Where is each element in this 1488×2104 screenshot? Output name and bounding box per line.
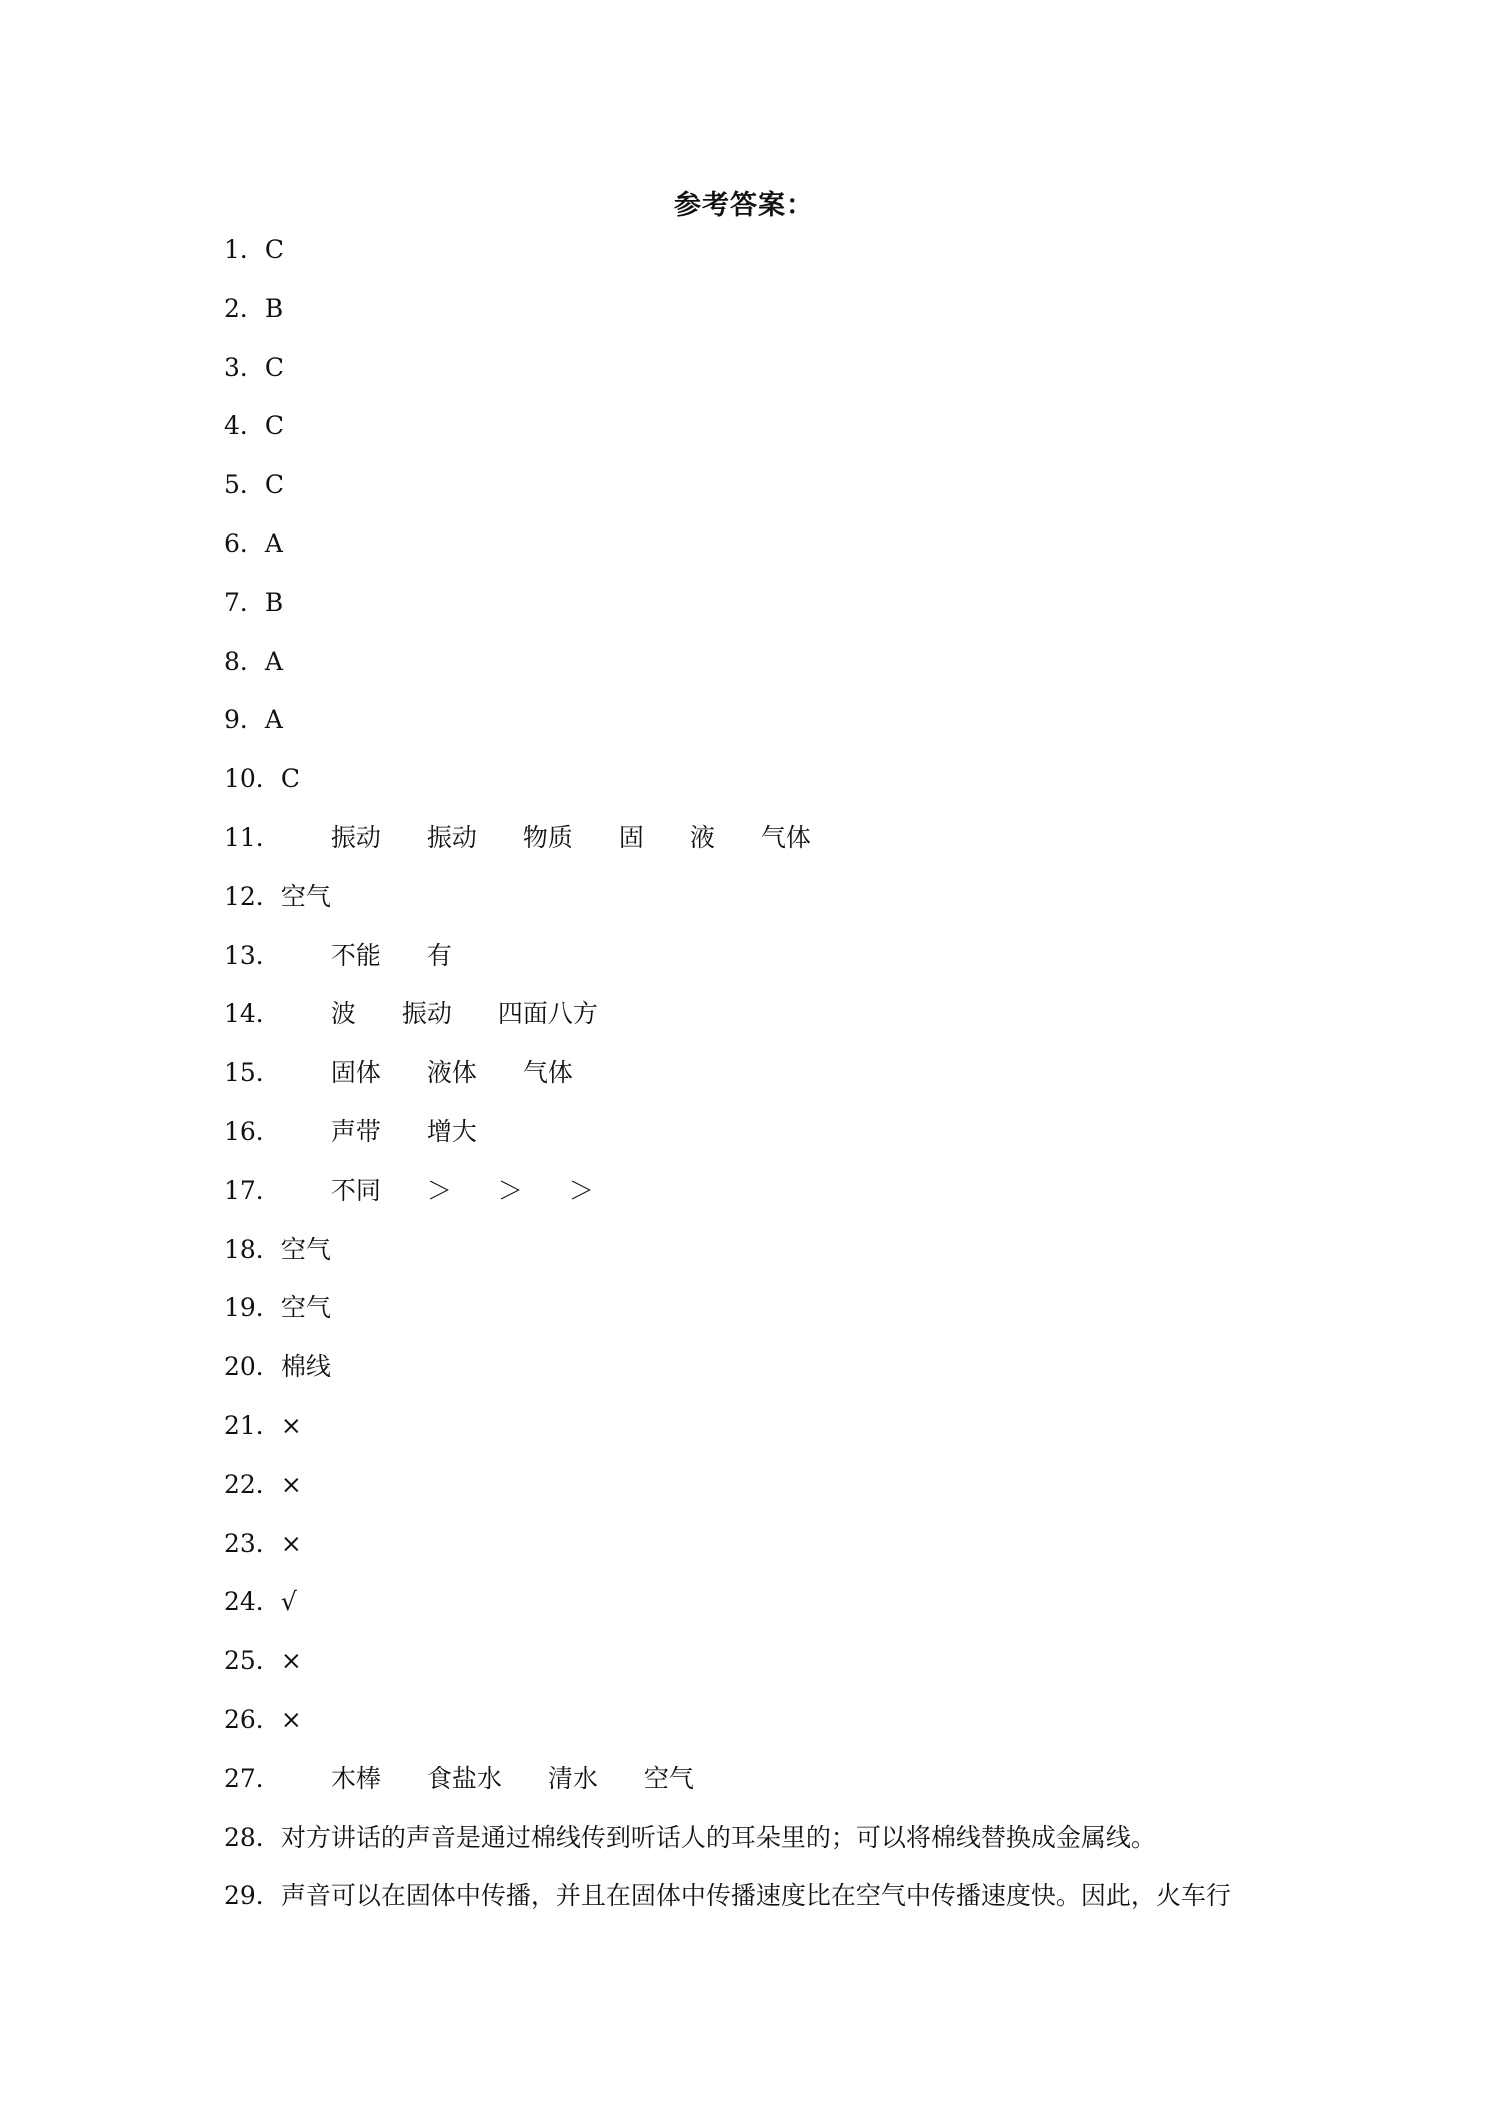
answer-number: 25．	[224, 1646, 281, 1676]
answer-line	[224, 1349, 1284, 1408]
answer-text: 棉线	[280, 1352, 331, 1382]
answer-line	[224, 585, 1284, 644]
answer-line	[224, 1232, 1284, 1291]
blank-answer: 固	[618, 822, 644, 852]
blank-answer: ＞	[568, 1175, 594, 1205]
answer-number: 17．	[224, 1175, 281, 1205]
answer-line	[224, 761, 1284, 820]
blank-answer: 清水	[547, 1763, 598, 1793]
answer-number: 3．	[224, 352, 265, 382]
answer-text: ×	[280, 1410, 302, 1440]
answer-number: 8．	[224, 646, 265, 676]
blank-answer: 固体	[330, 1058, 381, 1088]
answer-text: C	[264, 235, 285, 264]
blank-answer: 不能	[330, 940, 381, 970]
answer-number: 14．	[224, 999, 281, 1029]
answer-number: 21．	[224, 1410, 281, 1440]
answer-line	[224, 1526, 1284, 1585]
answer-number: 10．	[224, 764, 281, 794]
answer-line	[224, 879, 1284, 938]
blank-answer: 液体	[426, 1058, 477, 1088]
answer-line	[224, 820, 1284, 879]
answer-number: 15．	[224, 1058, 281, 1088]
answer-number: 28．	[224, 1822, 281, 1852]
blank-answer: 振动	[330, 822, 381, 852]
answer-text: C	[264, 411, 285, 441]
answer-number: 22．	[224, 1469, 281, 1499]
answer-text: B	[264, 293, 284, 323]
answer-number: 5．	[224, 470, 265, 500]
answer-text: B	[264, 587, 284, 617]
answer-number: 13．	[224, 940, 281, 970]
answer-number: 16．	[224, 1116, 281, 1146]
answer-line	[224, 1290, 1284, 1349]
answer-line	[224, 702, 1284, 761]
blank-answer: 不同	[330, 1175, 381, 1205]
answer-number: 4．	[224, 411, 265, 441]
answer-text: A	[264, 528, 283, 558]
answer-line	[224, 1173, 1284, 1232]
answer-text: √	[280, 1587, 297, 1617]
answer-line	[224, 467, 1284, 526]
answer-line	[224, 408, 1284, 467]
answer-line	[224, 1878, 1284, 1937]
answer-number: 20．	[224, 1352, 281, 1382]
answer-line	[224, 1055, 1284, 1114]
answer-line	[224, 938, 1284, 997]
answer-list	[224, 232, 1284, 1937]
answer-number: 11．	[224, 822, 281, 852]
blank-answer: ＞	[497, 1175, 523, 1205]
answer-number: 27．	[224, 1763, 281, 1793]
blank-answer: 液	[689, 822, 715, 852]
answer-number: 24．	[224, 1587, 281, 1617]
answer-text: A	[264, 646, 283, 676]
answer-text: 对方讲话的声音是通过棉线传到听话人的耳朵里的；可以将棉线替换成金属线。	[280, 1822, 1156, 1852]
answer-blanks	[281, 1114, 523, 1150]
answer-line	[224, 1643, 1284, 1702]
answer-blanks	[281, 1055, 619, 1091]
answer-blanks	[281, 1173, 640, 1209]
answer-number: 26．	[224, 1704, 281, 1734]
answer-text: ×	[280, 1646, 302, 1676]
answer-number: 23．	[224, 1528, 281, 1558]
answer-text: 声音可以在固体中传播，并且在固体中传播速度比在空气中传播速度快。因此，火车行	[280, 1881, 1231, 1911]
blank-answer: 木棒	[330, 1763, 381, 1793]
blank-answer: 物质	[522, 822, 573, 852]
blank-answer: 食盐水	[426, 1763, 502, 1793]
answer-text: 空气	[280, 1293, 331, 1323]
answer-number: 6．	[224, 528, 265, 558]
answer-number: 29．	[224, 1881, 281, 1911]
answer-text: C	[264, 470, 285, 500]
answer-line	[224, 1820, 1284, 1879]
blank-answer: 声带	[330, 1116, 381, 1146]
page-title: 参考答案：	[674, 190, 814, 221]
blank-answer: 气体	[522, 1058, 573, 1088]
blank-answer: 增大	[426, 1116, 477, 1146]
answer-line	[224, 1467, 1284, 1526]
answer-blanks	[281, 820, 857, 856]
answer-text: ×	[280, 1704, 302, 1734]
answer-text: ×	[280, 1528, 302, 1558]
answer-number: 18．	[224, 1234, 281, 1264]
answer-line	[224, 1761, 1284, 1820]
answer-text: 空气	[280, 881, 331, 911]
answer-text: A	[264, 705, 283, 735]
answer-text: 空气	[280, 1234, 331, 1264]
answer-text: C	[280, 764, 300, 794]
answer-number: 19．	[224, 1293, 281, 1323]
blank-answer: 振动	[426, 822, 477, 852]
blank-answer: 四面八方	[497, 999, 598, 1029]
answer-blanks	[281, 996, 644, 1032]
answer-text: C	[264, 352, 285, 382]
blank-answer: 有	[426, 940, 452, 970]
answer-line	[224, 1584, 1284, 1643]
blank-answer: 气体	[760, 822, 811, 852]
answer-number: 9．	[224, 705, 265, 735]
answer-line	[224, 232, 1284, 291]
answer-line	[224, 1408, 1284, 1467]
answer-number: 1．	[224, 235, 265, 264]
answer-blanks	[281, 938, 498, 974]
answer-blanks	[281, 1761, 740, 1797]
answer-number: 12．	[224, 881, 281, 911]
answer-text: ×	[280, 1469, 302, 1499]
answer-number: 2．	[224, 293, 265, 323]
blank-answer: 振动	[401, 999, 452, 1029]
answer-line	[224, 1702, 1284, 1761]
answer-line	[224, 996, 1284, 1055]
blank-answer: 空气	[643, 1763, 694, 1793]
answer-line	[224, 350, 1284, 409]
answer-line	[224, 291, 1284, 350]
blank-answer: ＞	[426, 1175, 452, 1205]
answer-line	[224, 526, 1284, 585]
answer-line	[224, 644, 1284, 703]
answer-number: 7．	[224, 587, 265, 617]
answer-line	[224, 1114, 1284, 1173]
blank-answer: 波	[330, 999, 356, 1029]
